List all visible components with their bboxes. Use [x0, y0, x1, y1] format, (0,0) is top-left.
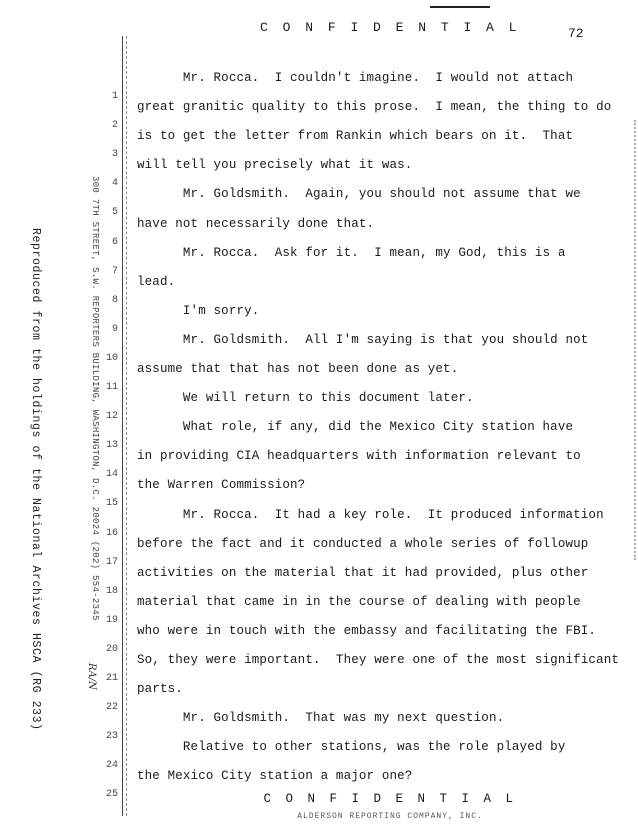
transcript-line: in providing CIA headquarters with information relevant to [137, 449, 581, 464]
page-number: 72 [568, 26, 584, 41]
reporting-firm: ALDERSON REPORTING COMPANY, INC. [297, 812, 483, 821]
transcript-line: Mr. Goldsmith. Again, you should not assume that we [137, 187, 581, 202]
line-number: 1 [111, 91, 118, 102]
line-number: 18 [105, 585, 118, 597]
line-number: 19 [105, 614, 118, 626]
transcript-line: parts. [137, 682, 183, 697]
address-note: 300 7TH STREET, S.W. REPORTERS BUILDING, WASHINGTON, D.C. 20024 (202) 554-2345 [90, 176, 100, 621]
transcript-line: material that came in in the course of dealing with people [137, 594, 581, 609]
line-number: 20 [105, 643, 118, 655]
transcript-line: the Mexico City station a major one? [137, 769, 413, 784]
line-number: 23 [105, 731, 118, 743]
line-number: 13 [105, 440, 118, 452]
transcript-line: activities on the material that it had provided, plus other [137, 565, 589, 580]
line-number: 24 [105, 760, 118, 772]
transcript-line: before the fact and it conducted a whole series of followup [137, 536, 589, 551]
transcript-line: Relative to other stations, was the role played by [137, 740, 566, 755]
transcript-line: assume that that has not been done as yet. [137, 362, 459, 376]
transcript-line: who were in touch with the embassy and facilitating the FBI. [137, 623, 597, 638]
handwritten-initials-stamp: RA/N [86, 663, 97, 690]
line-number: 3 [111, 149, 118, 161]
line-number: 21 [105, 673, 118, 684]
line-number: 2 [111, 120, 118, 132]
line-number: 11 [105, 382, 118, 393]
line-number: 16 [105, 527, 118, 539]
line-number: 8 [111, 294, 118, 306]
line-number: 4 [111, 178, 118, 190]
top-scan-mark [430, 0, 490, 8]
line-number: 6 [111, 236, 118, 248]
transcript-line: Mr. Rocca. It had a key role. It produced information [137, 507, 604, 522]
line-number: 10 [105, 352, 118, 364]
transcript-line: have not necessarily done that. [137, 216, 375, 231]
line-number: 15 [105, 498, 118, 510]
transcript-line: Mr. Goldsmith. All I'm saying is that you should not [137, 332, 589, 347]
transcript-line: Mr. Rocca. I couldn't imagine. I would not attach [137, 71, 574, 85]
line-number: 12 [105, 411, 118, 423]
right-edge-scan-noise [624, 120, 636, 560]
transcript-line: I'm sorry. [137, 303, 260, 318]
transcript-line: the Warren Commission? [137, 478, 306, 493]
line-number: 9 [111, 323, 118, 335]
margin-rule [122, 36, 123, 816]
transcript-line: lead. [137, 274, 176, 289]
line-number: 5 [111, 207, 118, 219]
transcript-line: will tell you precisely what it was. [137, 158, 413, 173]
transcript-line: great granitic quality to this prose. I mean, the thing to do [137, 100, 612, 115]
transcript-line: We will return to this document later. [137, 391, 474, 406]
transcript-line: is to get the letter from Rankin which bears on it. That [137, 129, 574, 144]
line-number: 7 [111, 265, 118, 277]
header-classification: C O N F I D E N T I A L [260, 20, 520, 35]
line-number: 14 [105, 469, 118, 481]
transcript-line: Mr. Rocca. Ask for it. I mean, my God, this is a [137, 245, 566, 260]
line-number: 17 [105, 556, 118, 568]
archive-note: Reproduced from the holdings of the National Archives HSCA (RG 233) [29, 228, 42, 731]
footer-classification: C O N F I D E N T I A L [263, 792, 517, 806]
transcript-line: So, they were important. They were one of the most significant [137, 653, 620, 667]
line-number: 22 [105, 702, 118, 714]
margin-rule-secondary [126, 36, 127, 816]
transcript-line: What role, if any, did the Mexico City station have [137, 420, 574, 435]
transcript-line: Mr. Goldsmith. That was my next question. [137, 711, 505, 726]
line-number: 25 [105, 789, 118, 801]
